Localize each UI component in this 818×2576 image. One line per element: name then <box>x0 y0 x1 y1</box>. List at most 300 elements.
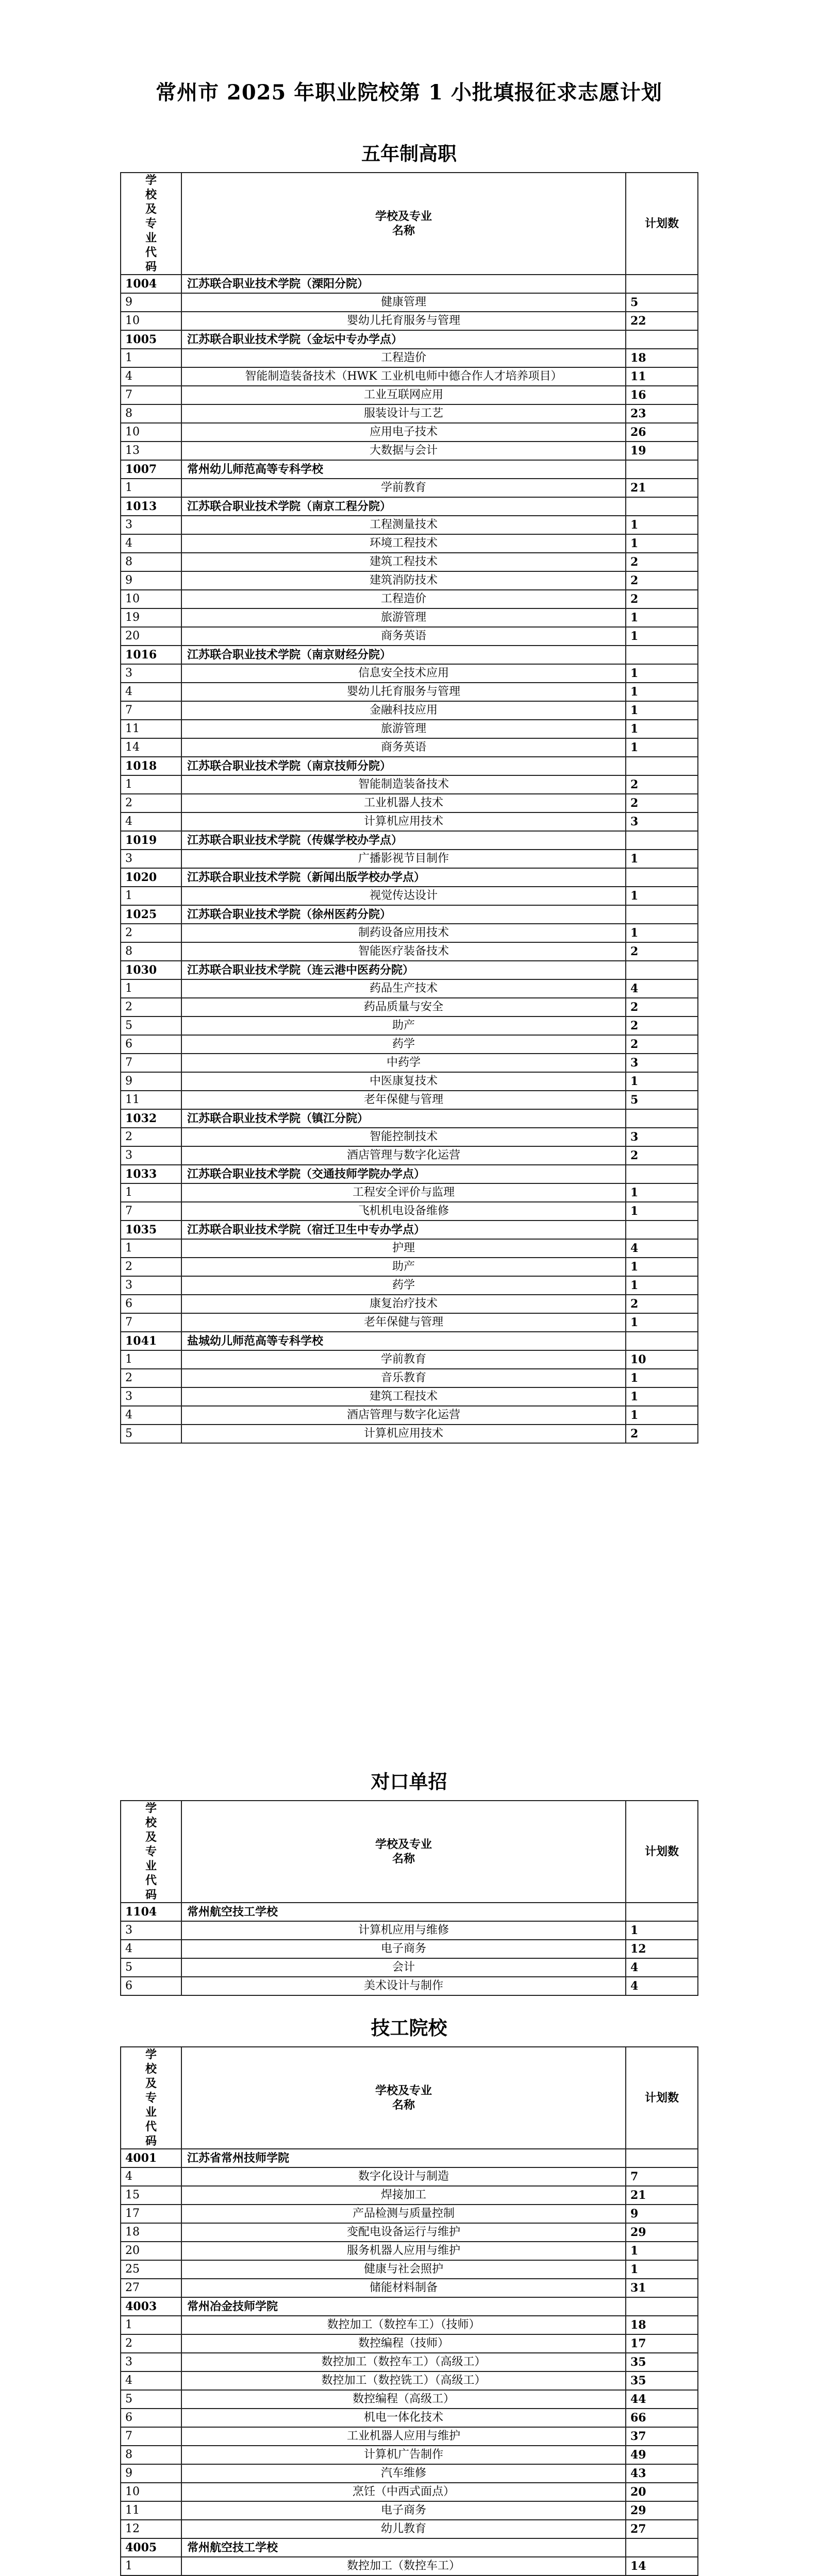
code-cell: 7 <box>121 2427 181 2446</box>
major-row <box>121 1276 698 1295</box>
plan-count-cell: 2 <box>626 553 698 571</box>
plan-count-cell: 2 <box>626 1295 698 1313</box>
major-row <box>121 720 698 738</box>
major-name-cell: 智能制造装备技术（HWK 工业机电师中德合作人才培养项目） <box>181 367 626 386</box>
plan-count-cell: 1 <box>626 1387 698 1406</box>
code-cell: 9 <box>121 293 181 312</box>
plan-count-cell: 19 <box>626 442 698 460</box>
code-cell: 2 <box>121 1369 181 1387</box>
major-row <box>121 627 698 646</box>
plan-count-cell: 14 <box>626 2557 698 2575</box>
plan-count-cell: 23 <box>626 404 698 423</box>
major-row <box>121 2501 698 2520</box>
major-row <box>121 1958 698 1977</box>
plan-count-cell: 3 <box>626 1054 698 1072</box>
school-name-cell: 江苏联合职业技术学院（南京工程分院） <box>181 497 626 516</box>
major-row <box>121 2371 698 2390</box>
major-row <box>121 293 698 312</box>
code-cell: 10 <box>121 590 181 608</box>
school-row <box>121 275 698 293</box>
code-cell: 3 <box>121 1146 181 1165</box>
major-name-cell: 中医康复技术 <box>181 1072 626 1091</box>
school-name-cell: 常州航空技工学校 <box>181 2538 626 2557</box>
school-row <box>121 497 698 516</box>
code-cell: 3 <box>121 516 181 534</box>
major-row <box>121 1313 698 1332</box>
major-name-cell: 飞机机电设备维修 <box>181 1202 626 1221</box>
major-row <box>121 2167 698 2186</box>
header-code: 学 校 及 专 业 代 码 <box>121 173 181 275</box>
plan-count-cell: 2 <box>626 590 698 608</box>
plan-count-cell: 1 <box>626 1406 698 1425</box>
major-row <box>121 2334 698 2353</box>
major-name-cell: 学前教育 <box>181 479 626 497</box>
document-title: 常州市 2025 年职业院校第 1 小批填报征求志愿计划 <box>156 80 662 105</box>
plan-count-cell: 2 <box>626 1016 698 1035</box>
major-row <box>121 775 698 794</box>
plan-count-cell: 37 <box>626 2427 698 2446</box>
code-cell: 11 <box>121 720 181 738</box>
code-cell: 11 <box>121 2501 181 2520</box>
code-cell: 2 <box>121 2334 181 2353</box>
major-row <box>121 1369 698 1387</box>
plan-count-cell: 1 <box>626 1921 698 1940</box>
major-row <box>121 608 698 627</box>
plan-count-cell <box>626 2538 698 2557</box>
code-cell: 3 <box>121 850 181 868</box>
major-row <box>121 516 698 534</box>
school-name-cell: 盐城幼儿师范高等专科学校 <box>181 1332 626 1350</box>
major-name-cell: 药学 <box>181 1035 626 1054</box>
major-row <box>121 2520 698 2538</box>
header-name: 学校及专业 名称 <box>181 2047 626 2149</box>
major-row <box>121 924 698 942</box>
plan-count-cell <box>626 275 698 293</box>
section-title-technical-school: 技工院校 <box>371 2016 447 2039</box>
table-header-row <box>121 173 698 275</box>
plan-count-cell: 2 <box>626 794 698 812</box>
major-row <box>121 2205 698 2223</box>
plan-count-cell: 4 <box>626 1239 698 1258</box>
major-row <box>121 1350 698 1369</box>
major-row <box>121 1977 698 1995</box>
school-row <box>121 1109 698 1128</box>
school-row <box>121 460 698 479</box>
code-cell: 1007 <box>121 460 181 479</box>
major-name-cell: 服装设计与工艺 <box>181 404 626 423</box>
school-name-cell: 江苏联合职业技术学院（新闻出版学校办学点） <box>181 868 626 887</box>
plan-count-cell <box>626 2297 698 2316</box>
major-row <box>121 367 698 386</box>
plan-count-cell: 20 <box>626 2483 698 2501</box>
major-row <box>121 2186 698 2205</box>
major-row <box>121 312 698 330</box>
plan-count-cell <box>626 757 698 775</box>
code-cell: 1 <box>121 1239 181 1258</box>
code-cell: 3 <box>121 664 181 683</box>
plan-count-cell: 44 <box>626 2390 698 2409</box>
major-row <box>121 442 698 460</box>
major-name-cell: 中药学 <box>181 1054 626 1072</box>
code-cell: 1005 <box>121 330 181 349</box>
major-name-cell: 制药设备应用技术 <box>181 924 626 942</box>
major-name-cell: 助产 <box>181 1016 626 1035</box>
code-cell: 1 <box>121 1183 181 1202</box>
plan-count-cell: 17 <box>626 2334 698 2353</box>
major-name-cell: 机电一体化技术 <box>181 2409 626 2427</box>
major-name-cell: 智能控制技术 <box>181 1128 626 1146</box>
major-row <box>121 794 698 812</box>
plan-count-cell <box>626 831 698 850</box>
code-cell: 1 <box>121 349 181 367</box>
major-name-cell: 产品检测与质量控制 <box>181 2205 626 2223</box>
code-cell: 8 <box>121 404 181 423</box>
major-row <box>121 386 698 404</box>
major-row <box>121 1016 698 1035</box>
code-cell: 2 <box>121 998 181 1016</box>
school-row <box>121 905 698 924</box>
plan-count-cell: 2 <box>626 775 698 794</box>
major-name-cell: 大数据与会计 <box>181 442 626 460</box>
school-name-cell: 常州航空技工学校 <box>181 1903 626 1921</box>
school-row <box>121 1221 698 1239</box>
school-name-cell: 江苏联合职业技术学院（南京技师分院） <box>181 757 626 775</box>
plan-count-cell: 3 <box>626 812 698 831</box>
plan-count-cell: 27 <box>626 2520 698 2538</box>
code-cell: 1018 <box>121 757 181 775</box>
major-row <box>121 534 698 553</box>
plan-count-cell: 1 <box>626 1072 698 1091</box>
code-cell: 4001 <box>121 2149 181 2167</box>
major-row <box>121 1183 698 1202</box>
plan-count-cell: 5 <box>626 1091 698 1109</box>
code-cell: 4 <box>121 1940 181 1958</box>
major-row <box>121 1091 698 1109</box>
plan-count-cell <box>626 1109 698 1128</box>
code-cell: 1041 <box>121 1332 181 1350</box>
major-row <box>121 1146 698 1165</box>
major-row <box>121 2557 698 2575</box>
plan-count-cell: 1 <box>626 1276 698 1295</box>
header-name: 学校及专业 名称 <box>181 173 626 275</box>
code-cell: 14 <box>121 738 181 757</box>
major-row <box>121 2260 698 2279</box>
code-cell: 9 <box>121 2464 181 2483</box>
major-name-cell: 健康与社会照护 <box>181 2260 626 2279</box>
major-row <box>121 1239 698 1258</box>
school-name-cell: 江苏联合职业技术学院（宿迁卫生中专办学点） <box>181 1221 626 1239</box>
major-name-cell: 信息安全技术应用 <box>181 664 626 683</box>
code-cell: 4005 <box>121 2538 181 2557</box>
code-cell: 12 <box>121 2520 181 2538</box>
major-row <box>121 349 698 367</box>
school-name-cell: 江苏省常州技师学院 <box>181 2149 626 2167</box>
code-cell: 4003 <box>121 2297 181 2316</box>
major-row <box>121 1258 698 1276</box>
school-name-cell: 江苏联合职业技术学院（金坛中专办学点） <box>181 330 626 349</box>
school-name-cell: 江苏联合职业技术学院（溧阳分院） <box>181 275 626 293</box>
major-name-cell: 工程安全评价与监理 <box>181 1183 626 1202</box>
major-name-cell: 数控加工（数控铣工）（高级工） <box>181 2371 626 2390</box>
major-name-cell: 会计 <box>181 1958 626 1977</box>
plan-count-cell: 2 <box>626 571 698 590</box>
major-name-cell: 金融科技应用 <box>181 701 626 720</box>
major-row <box>121 1940 698 1958</box>
plan-count-cell <box>626 1221 698 1239</box>
plan-count-cell: 10 <box>626 1350 698 1369</box>
code-cell: 3 <box>121 1921 181 1940</box>
major-row <box>121 812 698 831</box>
major-name-cell: 视觉传达设计 <box>181 887 626 905</box>
major-row <box>121 942 698 961</box>
major-row <box>121 887 698 905</box>
plan-count-cell <box>626 1165 698 1183</box>
major-name-cell: 变配电设备运行与维护 <box>181 2223 626 2242</box>
code-cell: 4 <box>121 1406 181 1425</box>
code-cell: 15 <box>121 2186 181 2205</box>
plan-count-cell: 1 <box>626 627 698 646</box>
plan-count-cell: 21 <box>626 479 698 497</box>
plan-count-cell: 1 <box>626 1369 698 1387</box>
major-name-cell: 药品质量与安全 <box>181 998 626 1016</box>
plan-count-cell <box>626 460 698 479</box>
section-title-five-year: 五年制高职 <box>361 142 457 165</box>
major-row <box>121 1295 698 1313</box>
major-name-cell: 工程造价 <box>181 349 626 367</box>
code-cell: 10 <box>121 2483 181 2501</box>
school-row <box>121 757 698 775</box>
plan-count-cell: 1 <box>626 1183 698 1202</box>
code-cell: 1033 <box>121 1165 181 1183</box>
code-cell: 7 <box>121 1313 181 1332</box>
major-name-cell: 美术设计与制作 <box>181 1977 626 1995</box>
plan-count-cell <box>626 1332 698 1350</box>
plan-count-cell: 2 <box>626 1035 698 1054</box>
major-row <box>121 2316 698 2334</box>
code-cell: 1025 <box>121 905 181 924</box>
plan-count-cell: 2 <box>626 1425 698 1443</box>
major-name-cell: 老年保健与管理 <box>181 1313 626 1332</box>
major-row <box>121 2446 698 2464</box>
code-cell: 8 <box>121 553 181 571</box>
plan-count-cell: 9 <box>626 2205 698 2223</box>
code-cell: 9 <box>121 571 181 590</box>
code-cell: 4 <box>121 683 181 701</box>
major-name-cell: 幼儿教育 <box>181 2520 626 2538</box>
plan-count-cell: 2 <box>626 942 698 961</box>
code-cell: 4 <box>121 2371 181 2390</box>
code-cell: 20 <box>121 2242 181 2260</box>
code-cell: 7 <box>121 701 181 720</box>
plan-count-cell: 29 <box>626 2223 698 2242</box>
header-plan: 计划数 <box>626 2047 698 2149</box>
code-cell: 18 <box>121 2223 181 2242</box>
plan-count-cell: 12 <box>626 1940 698 1958</box>
major-row <box>121 2409 698 2427</box>
school-row <box>121 1903 698 1921</box>
major-name-cell: 工业机器人技术 <box>181 794 626 812</box>
major-name-cell: 婴幼儿托育服务与管理 <box>181 683 626 701</box>
plan-count-cell: 18 <box>626 2316 698 2334</box>
code-cell: 1030 <box>121 961 181 979</box>
plan-count-cell: 35 <box>626 2353 698 2371</box>
plan-count-cell <box>626 330 698 349</box>
major-row <box>121 664 698 683</box>
code-cell: 6 <box>121 1977 181 1995</box>
code-cell: 1032 <box>121 1109 181 1128</box>
major-name-cell: 数控编程（高级工） <box>181 2390 626 2409</box>
plan-count-cell: 21 <box>626 2186 698 2205</box>
plan-count-cell: 4 <box>626 1977 698 1995</box>
plan-count-cell: 2 <box>626 998 698 1016</box>
major-row <box>121 2390 698 2409</box>
code-cell: 2 <box>121 1128 181 1146</box>
major-name-cell: 药品生产技术 <box>181 979 626 998</box>
school-row <box>121 961 698 979</box>
plan-count-cell: 4 <box>626 979 698 998</box>
major-name-cell: 焊接加工 <box>181 2186 626 2205</box>
code-cell: 13 <box>121 442 181 460</box>
code-cell: 5 <box>121 1958 181 1977</box>
code-cell: 8 <box>121 2446 181 2464</box>
major-name-cell: 商务英语 <box>181 738 626 757</box>
major-name-cell: 护理 <box>181 1239 626 1258</box>
major-name-cell: 数控编程（技师） <box>181 2334 626 2353</box>
school-row <box>121 1165 698 1183</box>
major-row <box>121 738 698 757</box>
code-cell: 4 <box>121 534 181 553</box>
table-header-row <box>121 2047 698 2149</box>
major-name-cell: 储能材料制备 <box>181 2279 626 2297</box>
major-row <box>121 2353 698 2371</box>
major-name-cell: 旅游管理 <box>181 720 626 738</box>
plan-count-cell: 66 <box>626 2409 698 2427</box>
code-cell: 1004 <box>121 275 181 293</box>
school-name-cell: 常州冶金技师学院 <box>181 2297 626 2316</box>
header-code: 学 校 及 专 业 代 码 <box>121 2047 181 2149</box>
code-cell: 9 <box>121 1072 181 1091</box>
major-name-cell: 计算机广告制作 <box>181 2446 626 2464</box>
header-code: 学 校 及 专 业 代 码 <box>121 1801 181 1903</box>
major-name-cell: 酒店管理与数字化运营 <box>181 1406 626 1425</box>
major-name-cell: 音乐教育 <box>181 1369 626 1387</box>
code-cell: 1020 <box>121 868 181 887</box>
major-name-cell: 广播影视节目制作 <box>181 850 626 868</box>
plan-count-cell: 18 <box>626 349 698 367</box>
school-name-cell: 常州幼儿师范高等专科学校 <box>181 460 626 479</box>
code-cell: 1016 <box>121 646 181 664</box>
major-name-cell: 工业机器人应用与维护 <box>181 2427 626 2446</box>
major-row <box>121 2242 698 2260</box>
plan-count-cell <box>626 646 698 664</box>
code-cell: 19 <box>121 608 181 627</box>
school-row <box>121 330 698 349</box>
major-row <box>121 1921 698 1940</box>
major-name-cell: 应用电子技术 <box>181 423 626 442</box>
school-name-cell: 江苏联合职业技术学院（传媒学校办学点） <box>181 831 626 850</box>
plan-count-cell: 16 <box>626 386 698 404</box>
major-row <box>121 701 698 720</box>
major-name-cell: 汽车维修 <box>181 2464 626 2483</box>
major-name-cell: 烹饪（中西式面点） <box>181 2483 626 2501</box>
plan-count-cell: 7 <box>626 2167 698 2186</box>
code-cell: 3 <box>121 1276 181 1295</box>
school-name-cell: 江苏联合职业技术学院（交通技师学院办学点） <box>181 1165 626 1183</box>
plan-count-cell <box>626 868 698 887</box>
school-name-cell: 江苏联合职业技术学院（镇江分院） <box>181 1109 626 1128</box>
school-row <box>121 1332 698 1350</box>
plan-table-vocational-exam <box>120 1800 698 1996</box>
major-row <box>121 683 698 701</box>
plan-count-cell: 26 <box>626 423 698 442</box>
header-name: 学校及专业 名称 <box>181 1801 626 1903</box>
section-title-vocational-exam: 对口单招 <box>371 1770 447 1793</box>
plan-count-cell: 1 <box>626 1258 698 1276</box>
major-row <box>121 1128 698 1146</box>
major-name-cell: 数字化设计与制造 <box>181 2167 626 2186</box>
code-cell: 7 <box>121 386 181 404</box>
major-row <box>121 2464 698 2483</box>
plan-count-cell: 1 <box>626 534 698 553</box>
major-name-cell: 康复治疗技术 <box>181 1295 626 1313</box>
major-name-cell: 药学 <box>181 1276 626 1295</box>
code-cell: 4 <box>121 812 181 831</box>
major-name-cell: 旅游管理 <box>181 608 626 627</box>
code-cell: 1035 <box>121 1221 181 1239</box>
major-name-cell: 环境工程技术 <box>181 534 626 553</box>
code-cell: 5 <box>121 1016 181 1035</box>
header-plan: 计划数 <box>626 1801 698 1903</box>
plan-count-cell: 35 <box>626 2371 698 2390</box>
plan-count-cell <box>626 1903 698 1921</box>
major-row <box>121 590 698 608</box>
major-row <box>121 2279 698 2297</box>
code-cell: 4 <box>121 367 181 386</box>
major-name-cell: 商务英语 <box>181 627 626 646</box>
major-name-cell: 数控加工（数控车工） <box>181 2557 626 2575</box>
code-cell: 20 <box>121 627 181 646</box>
code-cell: 1 <box>121 1350 181 1369</box>
school-row <box>121 2297 698 2316</box>
major-row <box>121 404 698 423</box>
plan-count-cell: 1 <box>626 2260 698 2279</box>
major-row <box>121 1072 698 1091</box>
major-name-cell: 计算机应用与维修 <box>181 1921 626 1940</box>
code-cell: 7 <box>121 1202 181 1221</box>
plan-count-cell: 1 <box>626 664 698 683</box>
plan-count-cell: 11 <box>626 367 698 386</box>
major-name-cell: 数控加工（数控车工）（技师） <box>181 2316 626 2334</box>
major-name-cell: 计算机应用技术 <box>181 812 626 831</box>
code-cell: 6 <box>121 2409 181 2427</box>
plan-table-five-year <box>120 172 698 1444</box>
major-row <box>121 998 698 1016</box>
major-name-cell: 酒店管理与数字化运营 <box>181 1146 626 1165</box>
code-cell: 5 <box>121 2390 181 2409</box>
school-row <box>121 831 698 850</box>
major-name-cell: 健康管理 <box>181 293 626 312</box>
code-cell: 6 <box>121 1035 181 1054</box>
code-cell: 1 <box>121 775 181 794</box>
plan-count-cell: 1 <box>626 2242 698 2260</box>
plan-count-cell: 1 <box>626 1202 698 1221</box>
plan-count-cell: 4 <box>626 1958 698 1977</box>
plan-count-cell: 43 <box>626 2464 698 2483</box>
major-name-cell: 建筑工程技术 <box>181 553 626 571</box>
code-cell: 6 <box>121 1295 181 1313</box>
plan-count-cell: 1 <box>626 850 698 868</box>
code-cell: 17 <box>121 2205 181 2223</box>
